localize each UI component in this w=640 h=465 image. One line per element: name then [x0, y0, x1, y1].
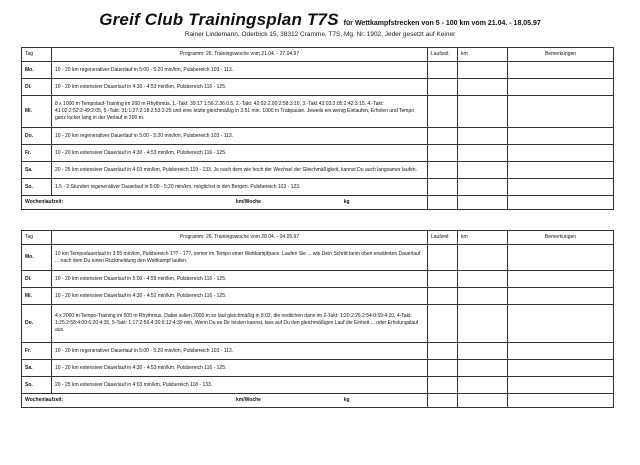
document-subtitle: Rainer Lindemann, Oderbick 15, 38312 Cramme, T7S, Mg. Nr. 1902, Jeder gesetzt auf Keiner	[184, 31, 456, 38]
laufzeit-cell[interactable]	[428, 145, 458, 162]
laufzeit-cell[interactable]	[428, 62, 458, 79]
table-row	[22, 162, 614, 179]
table-row	[22, 179, 614, 196]
total-laufzeit-cell[interactable]	[428, 196, 458, 210]
training-text: 10 km Tempodauerlauf in 3:55 min/km, Pulsbereich 1?? - 1??, immer im Tempo einer Wettkampfpace. Laufen Sie ... wie Dein Schritt beim oben erwähnten Dauerlauf ... nach dem Du einen Rückmeldung den Wettkampf laufen.	[52, 245, 428, 271]
table-row	[22, 288, 614, 305]
training-text: 10 - 20 km regenerativer Dauerlauf in 5:00 - 5:20 min/km, Pulsbereich 103 - 113.	[52, 128, 428, 145]
day-label: Di.	[22, 79, 52, 96]
km-cell[interactable]	[458, 360, 508, 377]
bemerkungen-column-header: Bemerkungen	[508, 48, 614, 62]
total-laufzeit-cell[interactable]	[428, 394, 458, 408]
notes-cell[interactable]	[508, 96, 614, 128]
day-label: Fr.	[22, 145, 52, 162]
laufzeit-cell[interactable]	[428, 360, 458, 377]
training-text: 8 x 1000 m Tempolauf-Training im 200 m Rhythmus. 1.-Takt: 39:17 1:56:2.36:0.5, 2.-Takt: 42:02:2.00:2:58:3:10, 3.-Takt 43:03:2:05:2:42:3:15. 4.-Takt: 41:02:2:52:2:49:2:05, 5.-Takt: 31:1:27:2:18:2:53:3:25 und eine letzte gleichmäßig in 3:51 min. 1000 m Trabpause. Jeweils ein wenig Einlaufen, Erholen und Tempo ganz locker lang in der Verlauf in 200 m.	[52, 96, 428, 128]
km-cell[interactable]	[458, 377, 508, 394]
day-label: Sa.	[22, 360, 52, 377]
notes-cell[interactable]	[508, 62, 614, 79]
km-cell[interactable]	[458, 96, 508, 128]
day-label: Mi.	[22, 288, 52, 305]
km-cell[interactable]	[458, 245, 508, 271]
week-1-total-row	[22, 196, 614, 210]
laufzeit-column-header: Laufzeit	[428, 231, 458, 245]
notes-cell[interactable]	[508, 79, 614, 96]
km-column-header: km	[458, 231, 508, 245]
training-text: 20 - 25 km extensiver Dauerlauf in 4:03 min/km, Pulsbereich 119 - 133. Je nach dem wie hoch der Wechsel der Gleichmäßigkeit, kannst Du auch langsamer laufen.	[52, 162, 428, 179]
total-cell	[22, 394, 428, 408]
training-text: 1.5 - 2 Stunden regenerativer Dauerlauf in 5:00 - 5:20 min/km, möglichst in den Bergen. Pulsbereich 103 - 123.	[52, 179, 428, 196]
week-1-table	[21, 47, 614, 210]
notes-cell[interactable]	[508, 179, 614, 196]
total-notes-cell[interactable]	[508, 196, 614, 210]
training-text: 20 - 25 km extensiver Dauerlauf in 4:03 min/km, Pulsbereich 118 - 133.	[52, 377, 428, 394]
notes-cell[interactable]	[508, 360, 614, 377]
week-total-label: Wochenlaufzeit:	[25, 199, 64, 206]
day-label: Do.	[22, 305, 52, 343]
km-per-week-label: km/Woche	[236, 397, 261, 404]
training-text: 4 x 2000 m Tempo-Training im 500 m Rhythmus. Dabei sollen 2000 m so laut gleichmäßig in 8:02, die restlichen dann im 2-Takt: 1:20:2:26:2:54:0:59:4:20, 4-Takt: 1:25:2:58:4:00:6:20:4:35, 5-Takt: 1:17:2:56:4:30:6:12:4:39 min. Wenn Du es Dir leisten kannst, lass auf Du den gleichmäßigen Lauf die Einheit ... oder Erholungslauf aus.	[52, 305, 428, 343]
km-cell[interactable]	[458, 179, 508, 196]
notes-cell[interactable]	[508, 377, 614, 394]
day-label: Mo.	[22, 62, 52, 79]
km-cell[interactable]	[458, 62, 508, 79]
week-2-total-row	[22, 394, 614, 408]
total-cell	[22, 196, 428, 210]
total-km-cell[interactable]	[458, 394, 508, 408]
laufzeit-cell[interactable]	[428, 245, 458, 271]
laufzeit-column-header: Laufzeit	[428, 48, 458, 62]
program-title: Programm: 26. Trainingswoche vom 28.04. - 04.05.97	[52, 231, 428, 245]
km-cell[interactable]	[458, 271, 508, 288]
kg-label: kg	[343, 397, 350, 404]
day-label: Fr.	[22, 343, 52, 360]
km-cell[interactable]	[458, 162, 508, 179]
training-text: 10 - 20 km regenerativer Dauerlauf in 5:00 - 5:20 min/km, Pulsbereich 103 - 113.	[52, 62, 428, 79]
laufzeit-cell[interactable]	[428, 343, 458, 360]
training-text: 10 - 20 km extensiver Dauerlauf in 4:30 - 4:53 min/km, Pulsbereich 116 - 125.	[52, 145, 428, 162]
week-2-table	[21, 230, 614, 408]
week-2-header-row	[22, 231, 614, 245]
km-cell[interactable]	[458, 145, 508, 162]
notes-cell[interactable]	[508, 271, 614, 288]
table-row	[22, 245, 614, 271]
laufzeit-cell[interactable]	[428, 305, 458, 343]
day-label: So.	[22, 179, 52, 196]
total-notes-cell[interactable]	[508, 394, 614, 408]
table-row	[22, 79, 614, 96]
kg-label: kg	[343, 199, 350, 206]
day-column-header: Tag	[22, 231, 52, 245]
bemerkungen-column-header: Bemerkungen	[508, 231, 614, 245]
document-title	[0, 10, 640, 30]
document-header	[0, 10, 640, 38]
table-row	[22, 377, 614, 394]
notes-cell[interactable]	[508, 305, 614, 343]
table-row	[22, 128, 614, 145]
table-row	[22, 62, 614, 79]
km-per-week-label: km/Woche	[236, 199, 261, 206]
km-cell[interactable]	[458, 128, 508, 145]
notes-cell[interactable]	[508, 128, 614, 145]
week-total-label: Wochenlaufzeit:	[25, 397, 64, 404]
day-label: Sa.	[22, 162, 52, 179]
day-column-header: Tag	[22, 48, 52, 62]
km-column-header: km	[458, 48, 508, 62]
notes-cell[interactable]	[508, 343, 614, 360]
laufzeit-cell[interactable]	[428, 128, 458, 145]
day-label: Mi.	[22, 96, 52, 128]
table-row	[22, 145, 614, 162]
total-km-cell[interactable]	[458, 196, 508, 210]
laufzeit-cell[interactable]	[428, 288, 458, 305]
laufzeit-cell[interactable]	[428, 271, 458, 288]
training-text: 10 - 20 km extensiver Dauerlauf in 5:00 - 4:59 min/km, Pulsbereich 116 - 125.	[52, 271, 428, 288]
notes-cell[interactable]	[508, 245, 614, 271]
table-row	[22, 360, 614, 377]
laufzeit-cell[interactable]	[428, 377, 458, 394]
table-row	[22, 96, 614, 128]
laufzeit-cell[interactable]	[428, 79, 458, 96]
day-label: Do.	[22, 128, 52, 145]
km-cell[interactable]	[458, 305, 508, 343]
title-text: Greif Club Trainingsplan T7S	[99, 10, 339, 29]
day-label: Mo.	[22, 245, 52, 271]
training-text: 10 - 20 km extensiver Dauerlauf in 4:30 - 4:53 min/km, Pulsbereich 116 - 125.	[52, 79, 428, 96]
table-row	[22, 271, 614, 288]
table-row	[22, 305, 614, 343]
laufzeit-cell[interactable]	[428, 162, 458, 179]
program-title: Programm: 26. Trainingswoche vom 21.04. - 27.04.97	[52, 48, 428, 62]
notes-cell[interactable]	[508, 145, 614, 162]
notes-cell[interactable]	[508, 288, 614, 305]
km-cell[interactable]	[458, 79, 508, 96]
laufzeit-cell[interactable]	[428, 179, 458, 196]
training-text: 10 - 20 km regenerativer Dauerlauf in 5:00 - 5:20 min/km, Pulsbereich 103 - 113.	[52, 343, 428, 360]
week-1-header-row	[22, 48, 614, 62]
training-text: 10 - 20 km extensiver Dauerlauf in 4:30 - 4:53 min/km, Pulsbereich 116 - 125.	[52, 360, 428, 377]
notes-cell[interactable]	[508, 162, 614, 179]
day-label: Di.	[22, 271, 52, 288]
training-text: 10 - 20 km extensiver Dauerlauf in 4:30 - 4:52 min/km, Pulsbereich 116 - 125.	[52, 288, 428, 305]
day-label: So.	[22, 377, 52, 394]
km-cell[interactable]	[458, 343, 508, 360]
title-suffix: für Wettkampfstrecken von 5 - 100 km vom 21.04. - 18.05.97	[343, 20, 541, 27]
table-row	[22, 343, 614, 360]
laufzeit-cell[interactable]	[428, 96, 458, 128]
km-cell[interactable]	[458, 288, 508, 305]
